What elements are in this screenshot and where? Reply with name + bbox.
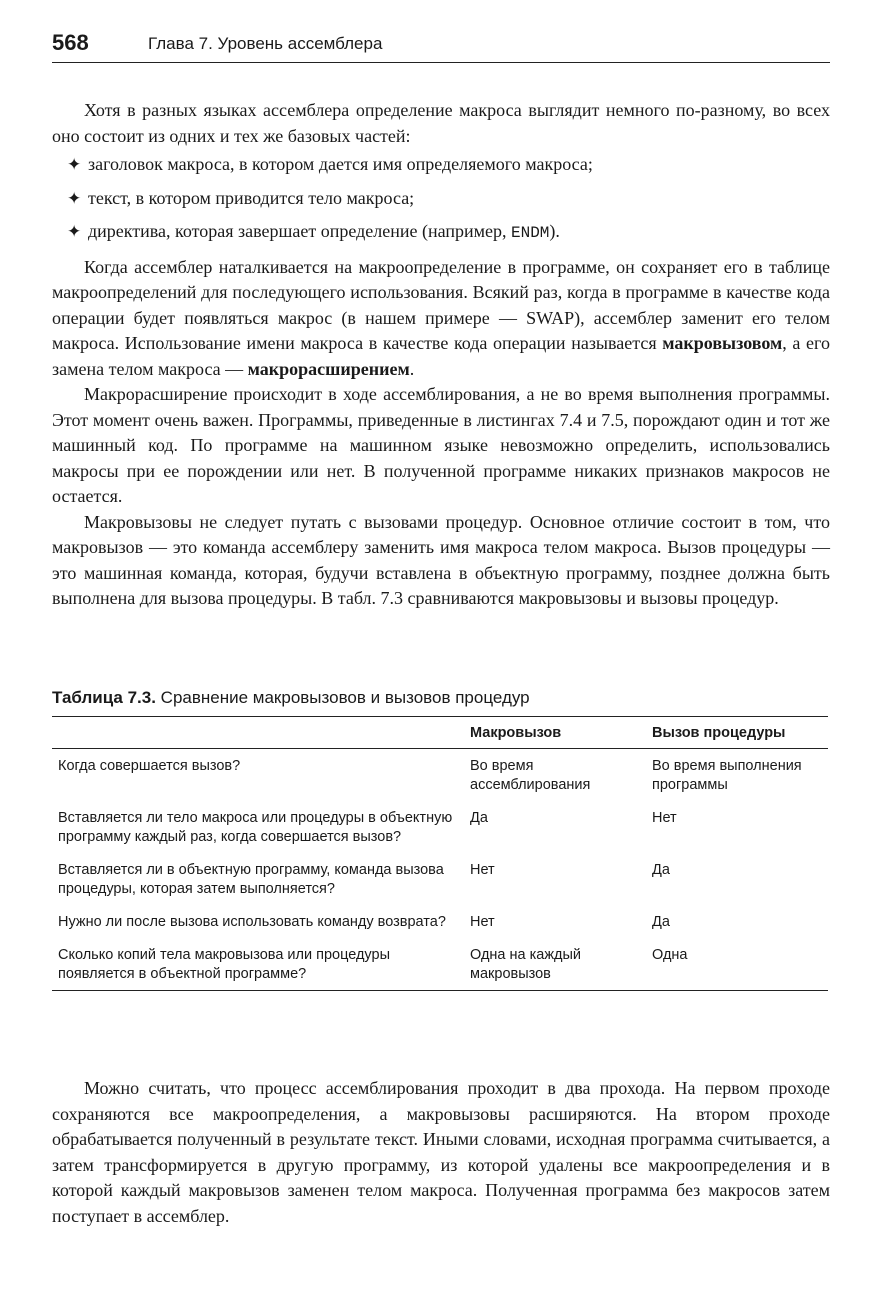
body-text [52, 98, 830, 612]
four-point-star-icon: ✦ [67, 155, 82, 174]
table-cell: Нет [470, 862, 495, 878]
body-text-after-table [52, 1076, 830, 1229]
page-header [52, 28, 830, 63]
intro-paragraph: Хотя в разных языках ассемблера определение макроса выглядит немного по-разному, во всех оно состоит из одних и тех же базовых частей: [52, 100, 830, 146]
table-cell: Нет [470, 914, 495, 930]
table-cell: Да [652, 914, 670, 930]
bullet-text: текст, в котором приводится тело макроса; [88, 187, 415, 208]
table-cell: Когда совершается вызов? [58, 758, 241, 774]
paragraph-text: , а его замена телом макроса — [52, 333, 830, 379]
paragraph-macro-definition [52, 255, 830, 383]
table-row [52, 938, 828, 991]
four-point-star-icon: ✦ [67, 188, 82, 208]
bullet-list [52, 152, 830, 247]
bullet-text: заголовок макроса, в котором дается имя определяемого макроса; [88, 154, 593, 174]
table-cell: Вставляется ли тело макроса или процедуры в объектную программу каждый раз, когда совершается вызов? [58, 810, 453, 845]
table-cell: Во время ассемблирования [470, 758, 591, 793]
table-caption [52, 688, 530, 708]
table-row [52, 801, 828, 853]
table-cell: Одна на каждый макровызов [464, 938, 646, 991]
bullet-item [52, 219, 830, 247]
table-header-cell: Вызов процедуры [646, 717, 828, 749]
table-cell: Одна [646, 938, 828, 991]
four-point-star-icon: ✦ [67, 222, 82, 241]
paragraph-expansion: Макрорасширение происходит в ходе ассемблирования, а не во время выполнения программы. Этот момент очень важен. Программы, приведенные в листингах 7.4 и 7.5, порождают один и тот же машинный код. По программе на машинном языке невозможно определить, использовались макросы при ее порождении или нет. В полученной программе никаких признаков макросов не остается. [52, 384, 830, 506]
table-row [52, 749, 828, 802]
term-macro-call: макровызовом [662, 333, 783, 353]
paragraph-two-pass: Можно считать, что процесс ассемблирования проходит в два прохода. На первом проходе сохраняются все макроопределения, а макровызовы расширяются. На втором проходе обрабатывается полученный в результате текст. Иными словами, исходная программа считывается, а затем трансформируется в другую программу, из которой удалены все макроопределения и в которой каждый макровызов заменен телом макроса. Полученная программа без макросов затем поступает в ассемблер. [52, 1078, 830, 1226]
bullet-text-tail: ). [549, 221, 560, 241]
table-header-row [52, 717, 828, 749]
table-cell: Нет [652, 810, 677, 826]
bullet-text: директива, которая завершает определение (например, [88, 221, 511, 241]
code-keyword: ENDM [511, 224, 550, 242]
table-header-cell [52, 717, 464, 749]
paragraph-text: Когда ассемблер наталкивается на макроопределение в программе, он сохраняет его в таблице макроопределений для последующего использования. Всякий раз, когда в программе в качестве кода операции будет появляться макрос (в нашем примере — SWAP), ассемблер заменит его телом макроса. Использование имени макроса в качестве кода операции называется [52, 256, 830, 353]
table-row [52, 905, 828, 938]
paragraph-text: . [409, 358, 415, 379]
table-caption-text: Сравнение макровызовов и вызовов процедур [155, 688, 530, 707]
bullet-item [52, 186, 830, 212]
bullet-item [52, 152, 830, 178]
table-row [52, 853, 828, 905]
term-macro-expansion: макрорасширением [247, 358, 410, 379]
paragraph-comparison: Макровызовы не следует путать с вызовами процедур. Основное отличие состоит в том, что макровызов — это команда ассемблеру заменить имя макроса телом макроса. Вызов процедуры — это машинная команда, которая, будучи вставлена в объектную программу, позднее должна быть выполнена для вызова процедуры. В табл. 7.3 сравниваются макровызовы и вызовы процедур. [52, 511, 830, 608]
table-cell: Во время выполнения программы [652, 758, 802, 793]
table-header-cell: Макровызов [464, 717, 646, 749]
table-cell: Нужно ли после вызова использовать команду возврата? [58, 914, 446, 930]
table-cell: Сколько копий тела макровызова или процедуры появляется в объектной программе? [52, 938, 464, 991]
page-number: 568 [52, 30, 89, 55]
comparison-table [52, 716, 828, 991]
chapter-title: Глава 7. Уровень ассемблера [148, 34, 383, 53]
table-cell: Да [470, 810, 488, 826]
table-cell: Да [652, 862, 670, 878]
table-caption-label: Таблица 7.3. [52, 688, 156, 707]
table-cell: Вставляется ли в объектную программу, команда вызова процедуры, которая затем выполняется? [58, 862, 444, 897]
